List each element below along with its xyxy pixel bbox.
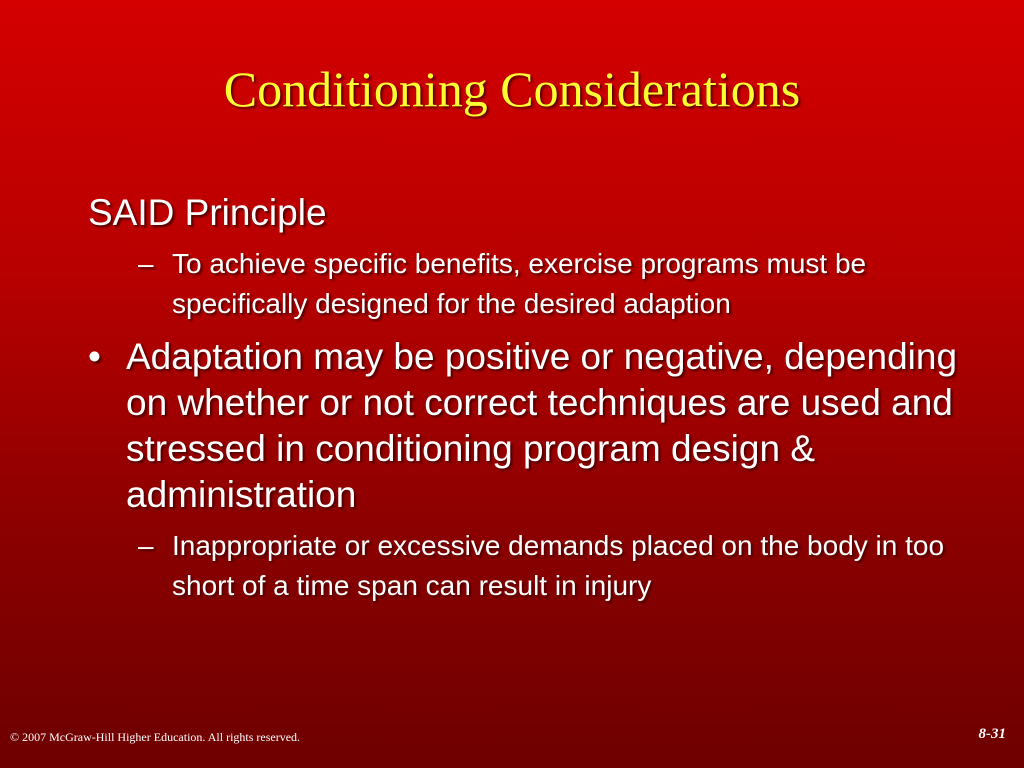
- sub-bullet-said: [88, 244, 988, 324]
- slide-body: [88, 190, 988, 606]
- slide-title: Conditioning Considerations: [223, 61, 801, 117]
- dash-bullet-icon: –: [138, 248, 154, 279]
- round-bullet-icon: •: [88, 336, 101, 377]
- copyright-notice: © 2007 McGraw-Hill Higher Education. All rights reserved.: [10, 730, 301, 744]
- sub-bullet-injury: [88, 526, 988, 606]
- sub-bullet-injury-text: Inappropriate or excessive demands placed on the body in too short of a time span can result in injury: [172, 530, 945, 601]
- bullet-adaptation-text: Adaptation may be positive or negative, depending on whether or not correct techniques are used and stressed in conditioning program design & administration: [126, 336, 958, 515]
- bullet-adaptation: [88, 334, 988, 518]
- page-number: 8-31: [978, 726, 1006, 742]
- dash-bullet-icon: –: [138, 530, 154, 561]
- said-principle-heading: SAID Principle: [88, 192, 327, 233]
- sub-bullet-said-text: To achieve specific benefits, exercise programs must be specifically designed for the desired adaption: [172, 248, 867, 319]
